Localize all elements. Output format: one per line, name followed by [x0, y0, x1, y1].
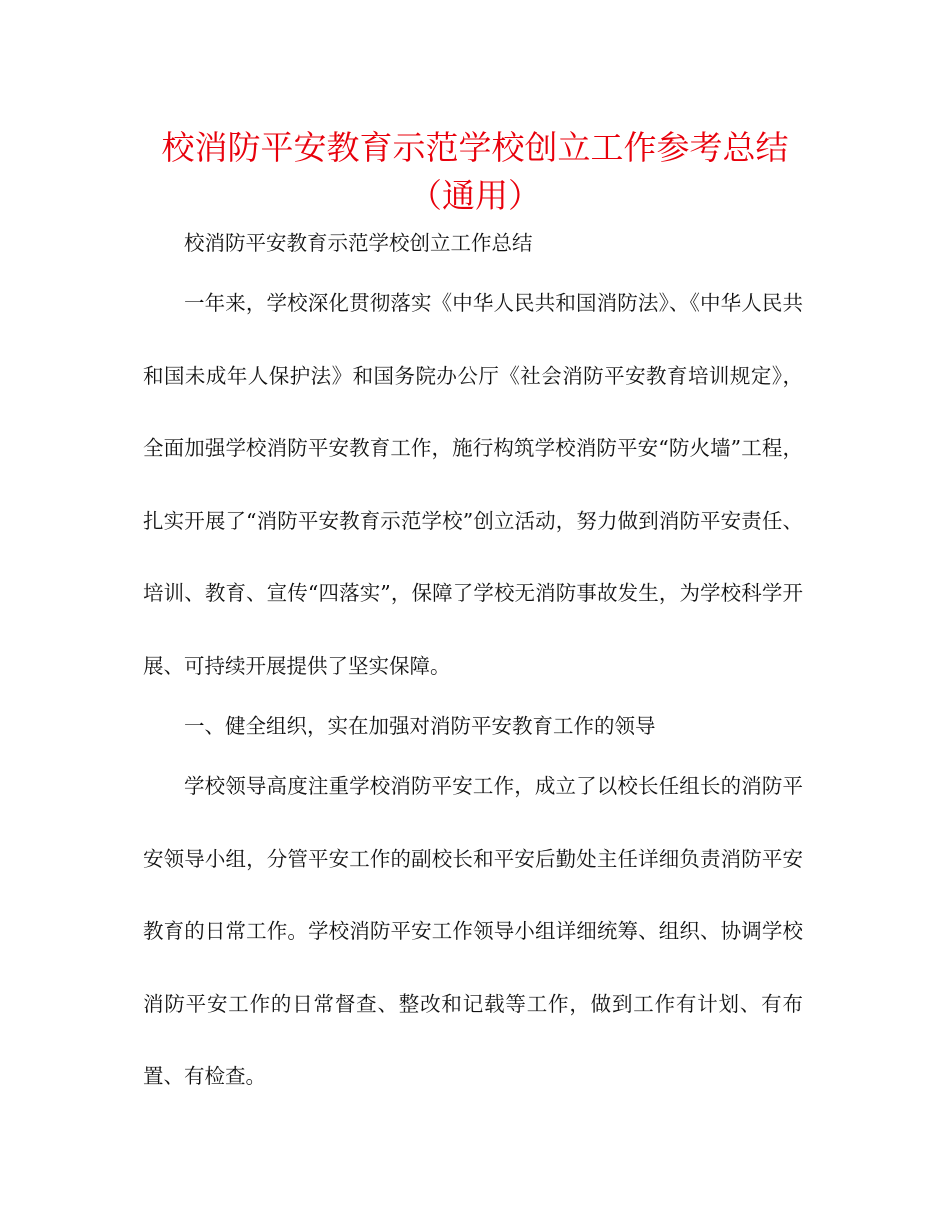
document-title: 校消防平安教育示范学校创立工作参考总结（通用）: [161, 128, 789, 215]
document-subtitle: 校消防平安教育示范学校创立工作总结: [184, 231, 533, 255]
paragraph-section-1: 学校领导高度注重学校消防平安工作，成立了以校长任组长的消防平安领导小组，分管平安工作的副校长和平安后勤处主任详细负责消防平安教育的日常工作。学校消防平安工作领导小组详细统筹、组织、协调学校消防平安工作的日常督查、整改和记载等工作，做到工作有计划、有布置、有检查。: [143, 774, 803, 1088]
section-heading-1: 一、健全组织，实在加强对消防平安教育工作的领导: [184, 714, 656, 738]
paragraph-intro: 一年来，学校深化贯彻落实《中华人民共和国消防法》、《中华人民共和国未成年人保护法》和国务院办公厅《社会消防平安教育培训规定》，全面加强学校消防平安教育工作，施行构筑学校消防平安“防火墙”工程，扎实开展了“消防平安教育示范学校”创立活动，努力做到消防平安责任、培训、教育、宣传“四落实”，保障了学校无消防事故发生，为学校科学开展、可持续开展提供了坚实保障。: [143, 291, 803, 678]
